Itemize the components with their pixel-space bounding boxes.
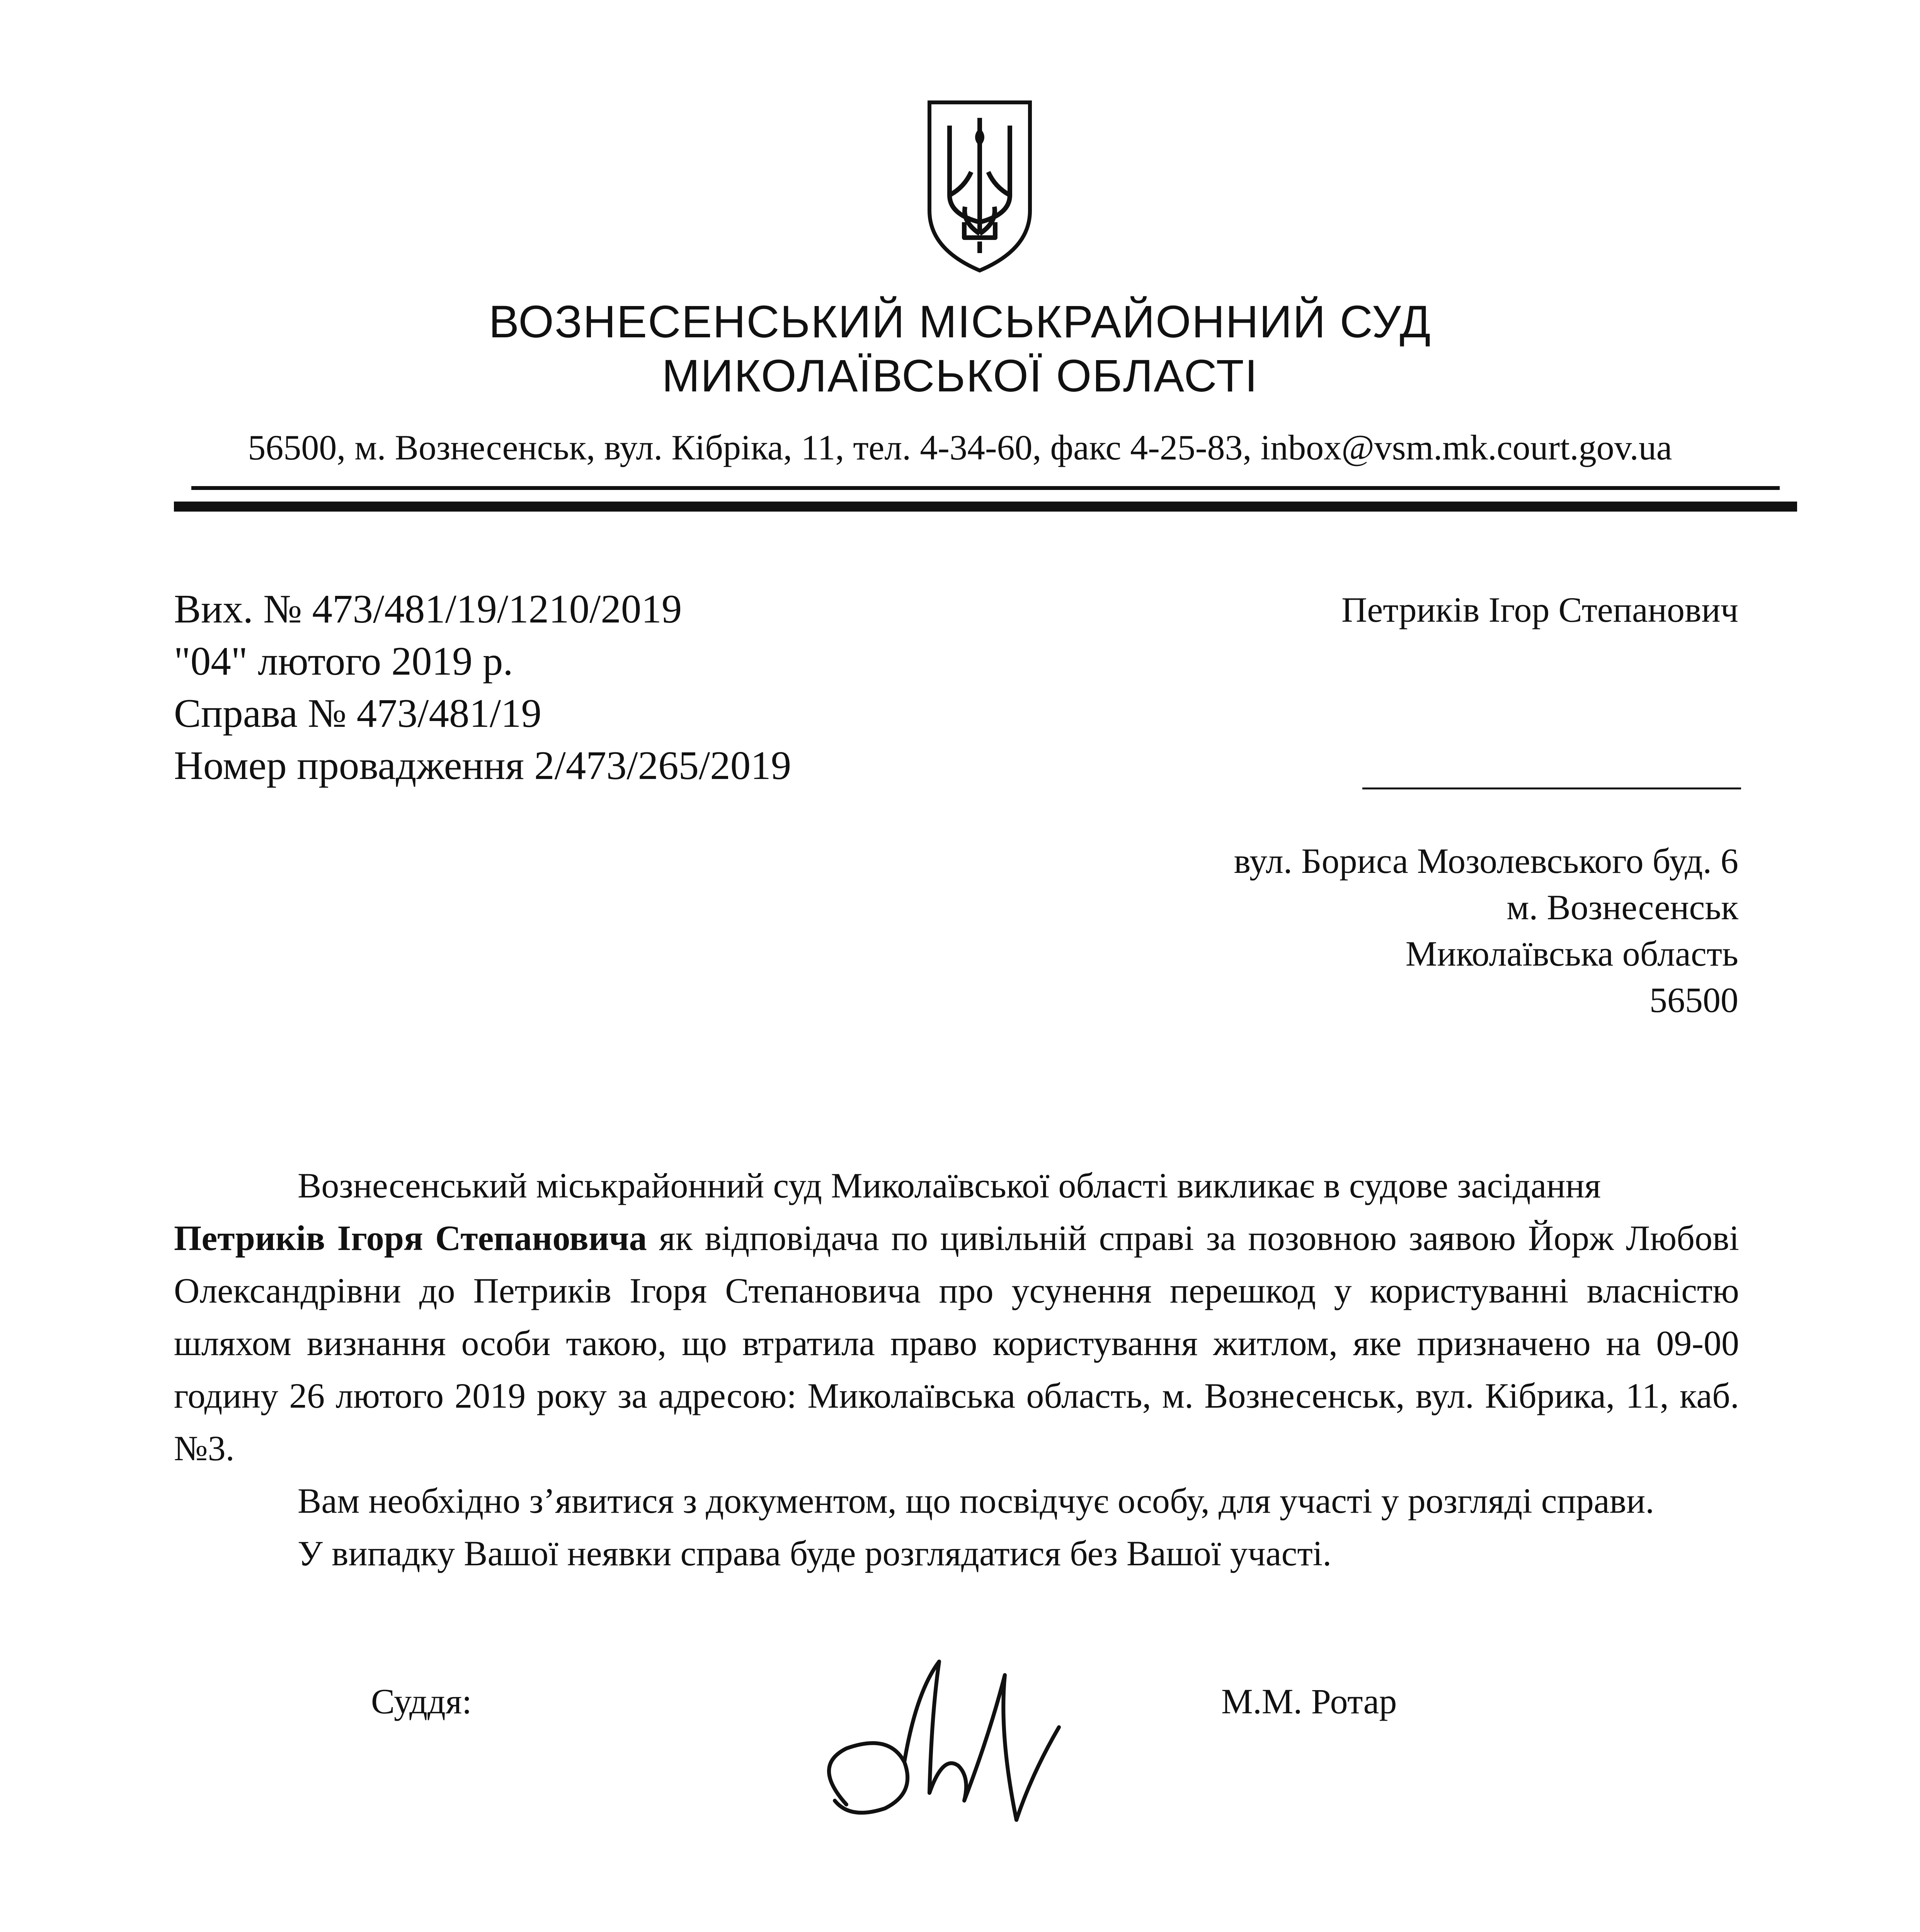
summons-details: як відповідача по цивільній справі за позовною заявою Йорж Любові Олександрівни до Петриків Ігоря Степановича про усунення перешкод у користуванні власністю шляхом визнання особи такою, що втратила право користування житлом, яке призначено на 09-00 годину 26 лютого 2019 року за адресою: Миколаївська область, м. Вознесенськ, вул. Кібрика, 11, каб. №3. bbox=[174, 1218, 1739, 1468]
header-divider-thin bbox=[191, 486, 1780, 490]
id-document-paragraph: Вам необхідно з’явитися з документом, що посвідчує особу, для участі у розгляді справи. bbox=[298, 1481, 1654, 1520]
recipient-divider bbox=[1362, 787, 1741, 789]
summons-intro: Вознесенський міськрайонний суд Миколаївської області викликає в судове засідання bbox=[298, 1166, 1601, 1205]
recipient-region: Миколаївська область bbox=[1405, 934, 1738, 973]
defendant-name: Петриків Ігоря Степановича bbox=[174, 1218, 647, 1258]
court-contacts: 56500, м. Вознесенськ, вул. Кібріка, 11, тел. 4-34-60, факс 4-25-83, inbox@vsm.mk.court.gov.ua bbox=[248, 428, 1672, 467]
recipient-postcode: 56500 bbox=[1649, 980, 1738, 1020]
case-number: Справа № 473/481/19 bbox=[174, 690, 542, 736]
summons-paragraph bbox=[174, 1159, 1739, 1475]
header-divider-thick bbox=[174, 502, 1797, 512]
proceeding-number: Номер провадження 2/473/265/2019 bbox=[174, 743, 791, 788]
recipient-street: вул. Бориса Мозолевського буд. 6 bbox=[1234, 841, 1738, 881]
absence-paragraph: У випадку Вашої неявки справа буде розглядатися без Вашої участі. bbox=[298, 1534, 1332, 1573]
recipient-name: Петриків Ігор Степанович bbox=[1341, 590, 1738, 629]
outgoing-number: Вих. № 473/481/19/1210/2019 bbox=[174, 586, 682, 631]
court-name-line1: ВОЗНЕСЕНСЬКИЙ МІСЬКРАЙОННИЙ СУД bbox=[489, 296, 1431, 347]
recipient-city: м. Вознесенськ bbox=[1506, 888, 1738, 927]
court-name-line2: МИКОЛАЇВСЬКОЇ ОБЛАСТІ bbox=[662, 350, 1258, 401]
judge-name: М.М. Ротар bbox=[1221, 1682, 1397, 1721]
handwritten-signature-icon bbox=[788, 1638, 1082, 1839]
letter-body bbox=[174, 1159, 1739, 1580]
judge-label: Суддя: bbox=[371, 1682, 472, 1721]
letter-date: "04" лютого 2019 р. bbox=[174, 638, 513, 684]
trident-coat-of-arms-icon bbox=[922, 95, 1038, 276]
